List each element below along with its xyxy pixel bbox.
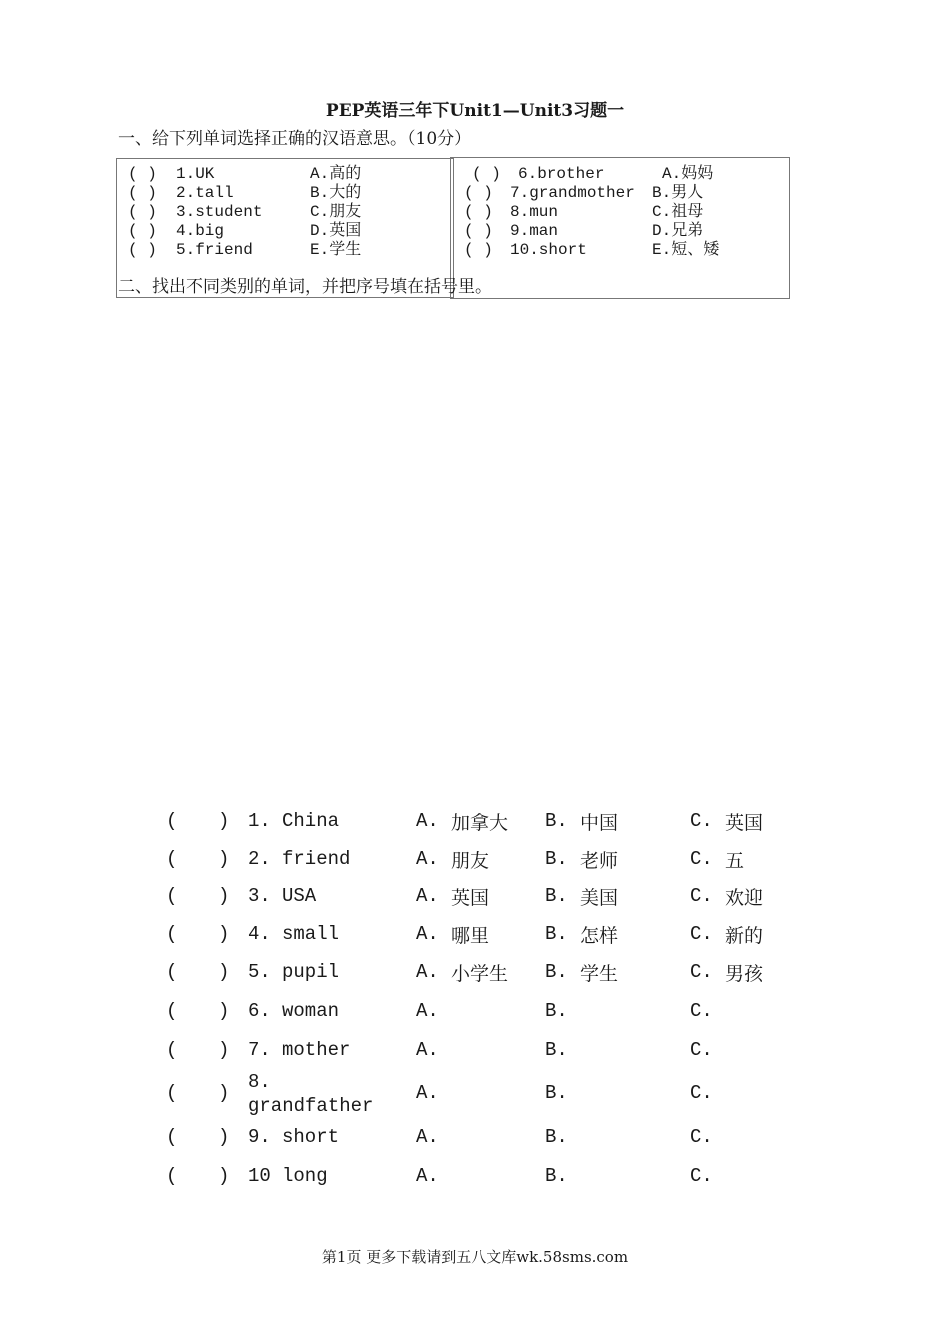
answer-paren-open[interactable]: ( — [166, 923, 178, 945]
match-left-options — [310, 165, 361, 260]
question-number: 2. — [248, 848, 271, 870]
option-b-text: 怎样 — [580, 925, 619, 947]
list-item: 5.friend — [176, 241, 253, 259]
question-number: 1. — [248, 810, 271, 832]
question-word: USA — [282, 885, 317, 907]
option-a-label: A. — [416, 1165, 439, 1187]
list-item: ( ) — [128, 203, 157, 221]
question-number: 3. — [248, 885, 271, 907]
option-b-label: B. — [545, 923, 568, 945]
answer-paren-close: ) — [218, 810, 230, 832]
list-item: D.兄弟 — [652, 222, 704, 240]
option-a-label: A. — [416, 1082, 439, 1104]
answer-paren-close: ) — [218, 1000, 230, 1022]
answer-paren-close: ) — [218, 923, 230, 945]
option-c-text: 五 — [725, 850, 745, 872]
answer-paren-close: ) — [218, 885, 230, 907]
option-a-label: A. — [416, 1000, 439, 1022]
answer-paren-open[interactable]: ( — [166, 1039, 178, 1061]
question-word: woman — [282, 1000, 340, 1022]
question-word: China — [282, 810, 340, 832]
answer-paren-open[interactable]: ( — [166, 1165, 178, 1187]
match-right-parens — [464, 165, 501, 260]
list-item: ( ) — [128, 222, 157, 240]
option-b-label: B. — [545, 1165, 568, 1187]
list-item: 4.big — [176, 222, 225, 240]
page-title: PEP英语三年下Unit1—Unit3习题一 — [325, 101, 625, 121]
question-number: 4. — [248, 923, 271, 945]
list-item: ( ) — [464, 203, 493, 221]
option-b-label: B. — [545, 1000, 568, 1022]
option-a-text: 英国 — [451, 887, 490, 909]
option-a-label: A. — [416, 1039, 439, 1061]
answer-paren-open[interactable]: ( — [166, 810, 178, 832]
list-item: ( ) — [464, 184, 493, 202]
list-item: ( ) — [128, 184, 157, 202]
list-item: ( ) — [128, 165, 157, 183]
question-number: 7. — [248, 1039, 271, 1061]
list-item: D.英国 — [310, 222, 362, 240]
option-a-label: A. — [416, 961, 439, 983]
option-c-label: C. — [690, 1039, 713, 1061]
match-left-items — [176, 165, 262, 260]
question-number: 8. — [248, 1071, 271, 1093]
option-a-text: 加拿大 — [451, 812, 509, 834]
option-c-label: C. — [690, 885, 713, 907]
answer-paren-open[interactable]: ( — [166, 885, 178, 907]
question-number: 5. — [248, 961, 271, 983]
option-c-text: 新的 — [725, 925, 764, 947]
answer-paren-close: ) — [218, 848, 230, 870]
answer-paren-close: ) — [218, 1039, 230, 1061]
list-item: B.大的 — [310, 184, 362, 202]
option-c-text: 英国 — [725, 812, 764, 834]
list-item: 1.UK — [176, 165, 215, 183]
option-b-label: B. — [545, 1082, 568, 1104]
option-a-text: 小学生 — [451, 963, 509, 985]
match-left-parens — [128, 165, 157, 260]
page-footer: 第1页 更多下载请到五八文库wk.58sms.com — [321, 1248, 629, 1266]
option-b-label: B. — [545, 848, 568, 870]
option-b-text: 美国 — [580, 887, 619, 909]
option-a-text: 哪里 — [451, 925, 490, 947]
list-item: A.妈妈 — [662, 165, 714, 183]
answer-paren-open[interactable]: ( — [166, 1126, 178, 1148]
list-item: ( ) — [472, 165, 501, 183]
option-b-label: B. — [545, 810, 568, 832]
option-a-label: A. — [416, 848, 439, 870]
option-a-text: 朋友 — [451, 850, 490, 872]
answer-paren-open[interactable]: ( — [166, 961, 178, 983]
option-c-label: C. — [690, 1126, 713, 1148]
option-c-label: C. — [690, 961, 713, 983]
question-word: pupil — [282, 961, 340, 983]
option-b-label: B. — [545, 1039, 568, 1061]
list-item: 7.grandmother — [510, 184, 635, 202]
question-number: 9. — [248, 1126, 271, 1148]
option-c-label: C. — [690, 1000, 713, 1022]
answer-paren-close: ) — [218, 1165, 230, 1187]
option-b-label: B. — [545, 885, 568, 907]
option-c-label: C. — [690, 810, 713, 832]
option-b-text: 学生 — [580, 963, 619, 985]
option-b-label: B. — [545, 1126, 568, 1148]
list-item: 3.student — [176, 203, 263, 221]
option-c-text: 欢迎 — [725, 887, 764, 909]
answer-paren-open[interactable]: ( — [166, 848, 178, 870]
section1-heading: 一、给下列单词选择正确的汉语意思。（10分） — [118, 129, 472, 149]
question-word: friend — [282, 848, 351, 870]
question-word: mother — [282, 1039, 351, 1061]
option-c-label: C. — [690, 1082, 713, 1104]
section2-heading: 二、找出不同类别的单词，并把序号填在括号里。 — [118, 277, 492, 297]
question-word: short — [282, 1126, 340, 1148]
list-item: 10.short — [510, 241, 587, 259]
answer-paren-close: ) — [218, 1082, 230, 1104]
option-b-text: 老师 — [580, 850, 619, 872]
option-c-label: C. — [690, 1165, 713, 1187]
list-item: ( ) — [464, 222, 493, 240]
list-item: A.高的 — [310, 165, 362, 183]
list-item: ( ) — [128, 241, 157, 259]
question-word: grandfather — [248, 1095, 374, 1117]
list-item: 6.brother — [518, 165, 605, 183]
option-a-label: A. — [416, 1126, 439, 1148]
answer-paren-open[interactable]: ( — [166, 1000, 178, 1022]
list-item: 2.tall — [176, 184, 234, 202]
list-item: 8.mun — [510, 203, 559, 221]
question-word: long — [282, 1165, 328, 1187]
list-item: C.祖母 — [652, 203, 704, 221]
answer-paren-close: ) — [218, 961, 230, 983]
list-item: C.朋友 — [310, 203, 362, 221]
option-c-text: 男孩 — [725, 963, 764, 985]
list-item: 9.man — [510, 222, 559, 240]
list-item: B.男人 — [652, 184, 704, 202]
match-right-items — [510, 165, 635, 260]
option-a-label: A. — [416, 810, 439, 832]
option-a-label: A. — [416, 923, 439, 945]
option-a-label: A. — [416, 885, 439, 907]
list-item: E.短、矮 — [652, 241, 720, 259]
question-number: 10 — [248, 1165, 271, 1187]
question-word: small — [282, 923, 340, 945]
answer-paren-close: ) — [218, 1126, 230, 1148]
option-b-text: 中国 — [580, 812, 619, 834]
list-item: ( ) — [464, 241, 493, 259]
option-b-label: B. — [545, 961, 568, 983]
list-item: E.学生 — [310, 241, 362, 259]
option-c-label: C. — [690, 848, 713, 870]
answer-paren-open[interactable]: ( — [166, 1082, 178, 1104]
question-number: 6. — [248, 1000, 271, 1022]
match-right-options — [652, 165, 719, 260]
option-c-label: C. — [690, 923, 713, 945]
